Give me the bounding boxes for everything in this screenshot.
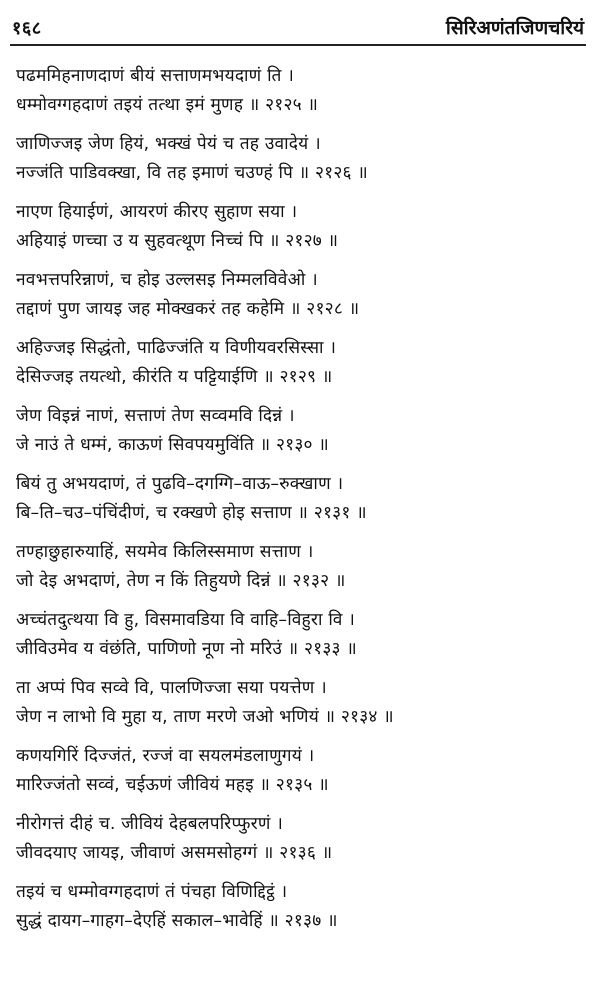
verse-line: अच्चंतदुत्थया वि हु, विसमावडिया वि वाहि–विहुरा वि । — [16, 610, 356, 630]
verse-line: जे नाउं ते धम्मं, काऊणं सिवपयमुविंति ॥ २१३० ॥ — [16, 434, 329, 455]
verse-line: जेण न लाभो वि मुहा य, ताण मरणे जओ भणियं ॥ २१३४ ॥ — [16, 706, 394, 727]
verse-line: अहिज्जइ सिद्धंतो, पाढिज्जंति य विणीयवरसिस्सा । — [16, 338, 337, 358]
verse-line: सुद्धं दायग–गाहग–देएहिं सकाल–भावेहिं ॥ २१३७ ॥ — [16, 910, 338, 931]
verse-2128 — [16, 266, 586, 323]
verse-line: अहियाइं णच्चा उ य सुहवत्थूण निच्चं पि ॥ २१२७ ॥ — [16, 230, 339, 251]
verse-line: देसिज्जइ तयत्थो, कीरंति य पट्टियाईणि ॥ २१२९ ॥ — [16, 366, 333, 387]
verse-line: तइयं च धम्मोवग्गहदाणं तं पंचहा विणिद्दिट्ठं । — [16, 882, 288, 902]
page-number: १६८ — [12, 18, 42, 39]
verse-2137 — [16, 878, 586, 935]
verse-2133 — [16, 606, 586, 663]
verse-line: तण्हाछुहारुयाहिं, सयमेव किलिस्समाण सत्ताण । — [16, 542, 314, 562]
verse-2125 — [16, 62, 586, 119]
verse-line: जेण विइन्नं नाणं, सत्ताणं तेण सव्वमवि दिन्नं । — [16, 406, 295, 426]
verse-line: बि–ति–चउ–पंचिंदीणं, च रक्खणे होइ सत्ताण ॥ २१३१ ॥ — [16, 502, 367, 523]
verse-2134 — [16, 674, 586, 731]
verse-2130 — [16, 402, 586, 459]
verse-list — [16, 62, 586, 946]
verse-2131 — [16, 470, 586, 527]
verse-line: पढममिहनाणदाणं बीयं सत्ताणमभयदाणं ति । — [16, 66, 295, 86]
running-title: सिरिअणंतजिणचरियं — [445, 17, 584, 39]
verse-2136 — [16, 810, 586, 867]
verse-line: जीवदयाए जायइ, जीवाणं असमसोहग्गं ॥ २१३६ ॥ — [16, 842, 333, 863]
verse-line: नाएण हियाईणं, आयरणं कीरए सुहाण सया । — [16, 202, 298, 222]
verse-line: मारिज्जंतो सव्वं, चईऊणं जीवियं महइ ॥ २१३५ ॥ — [16, 774, 329, 795]
verse-line: जो देइ अभदाणं, तेण न किं तिहुयणे दिन्नं ॥ २१३२ ॥ — [16, 570, 346, 591]
header-rule — [10, 44, 586, 46]
verse-line: नीरोगत्तं दीहं च. जीवियं देहबलपरिप्फुरणं । — [16, 814, 284, 834]
verse-line: नवभत्तपरिन्नाणं, च होइ उल्लसइ निम्मलविवेओ । — [16, 270, 318, 290]
verse-line: नज्जंति पाडिवक्खा, वि तह इमाणं चउण्हं पि ॥ २१२६ ॥ — [16, 162, 368, 183]
verse-2126 — [16, 130, 586, 187]
verse-line: कणयगिरिं दिज्जंतं, रज्जं वा सयलमंडलाणुगयं । — [16, 746, 315, 766]
verse-line: धम्मोवग्गहदाणं तइयं तत्था इमं मुणह ॥ २१२५ ॥ — [16, 94, 319, 115]
verse-line: जीविउमेव य वंछंति, पाणिणो नूण नो मरिउं ॥ २१३३ ॥ — [16, 638, 357, 659]
verse-line: बियं तु अभयदाणं, तं पुढवि–दगग्गि–वाऊ–रुक्खाण । — [16, 474, 344, 494]
verse-line: तद्दाणं पुण जायइ जह मोक्खकरं तह कहेमि ॥ २१२८ ॥ — [16, 298, 360, 319]
verse-2135 — [16, 742, 586, 799]
verse-2127 — [16, 198, 586, 255]
verse-line: ता अप्पं पिव सव्वे वि, पालणिज्जा सया पयत्तेण । — [16, 678, 327, 698]
verse-line: जाणिज्जइ जेण हियं, भक्खं पेयं च तह उवादेयं । — [16, 134, 321, 154]
verse-2129 — [16, 334, 586, 391]
verse-2132 — [16, 538, 586, 595]
page-header — [12, 14, 584, 44]
